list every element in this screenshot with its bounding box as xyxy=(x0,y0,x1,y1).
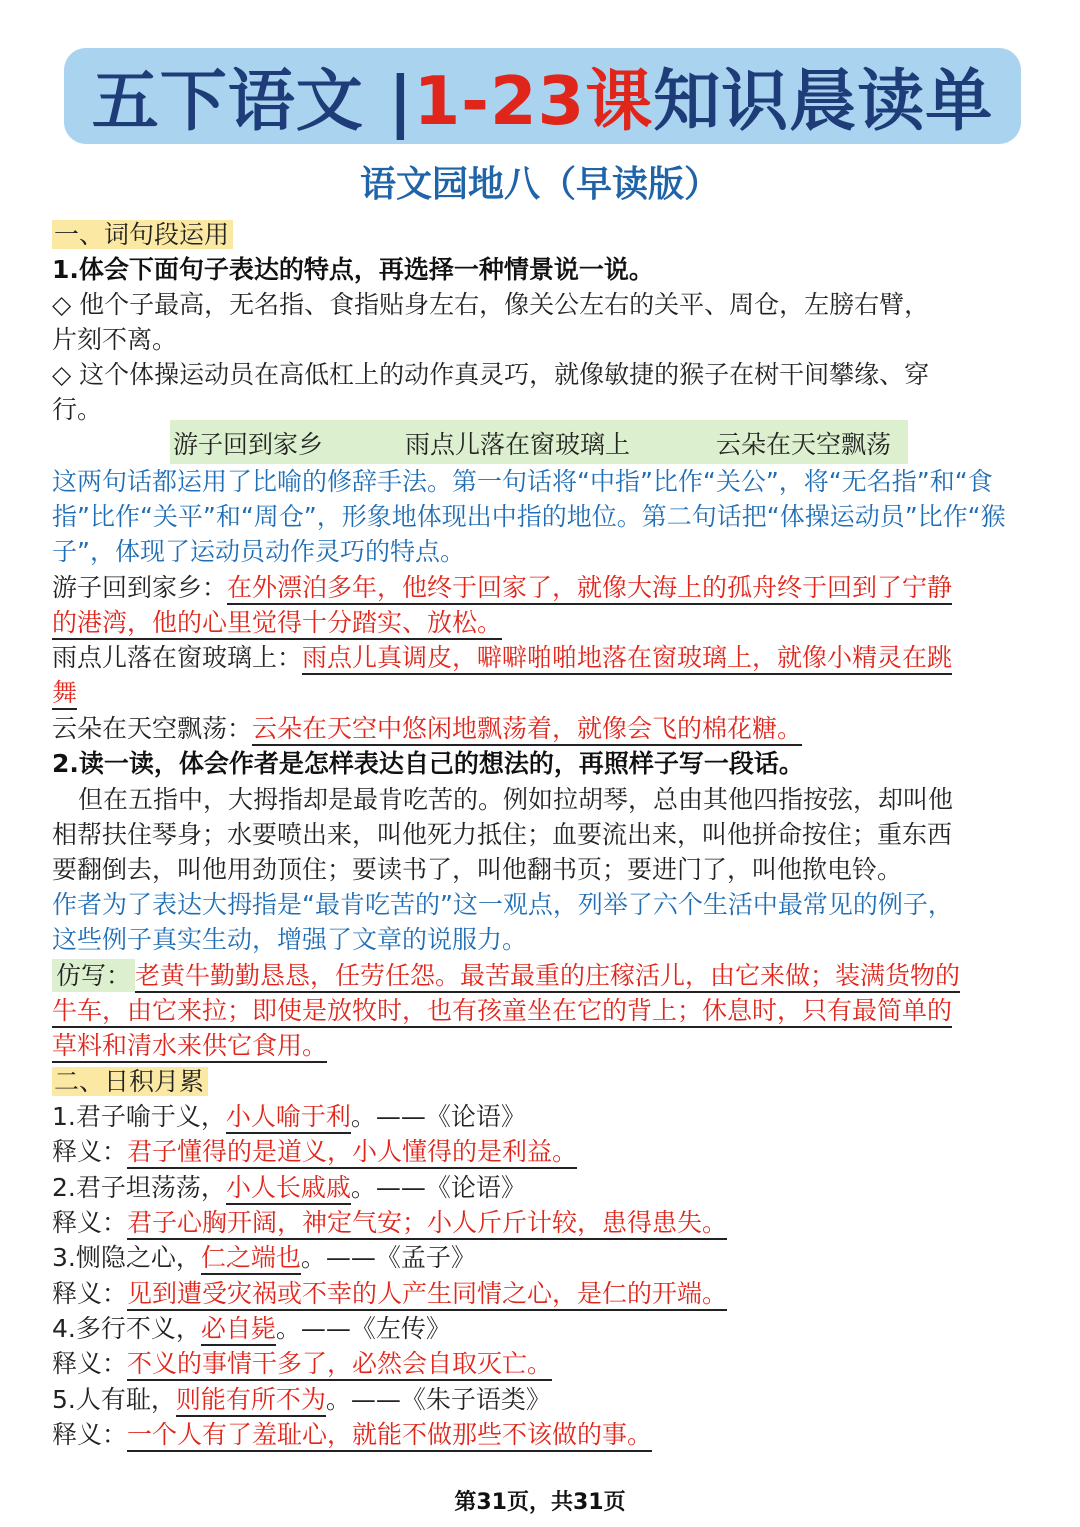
page-subtitle: 语文园地八（早读版） xyxy=(359,164,720,205)
saying-3-fill: 仁之端也 xyxy=(201,1243,301,1275)
title-banner xyxy=(64,48,1021,144)
passage-line-3: 要翻倒去，叫他用劲顶住；要读书了，叫他翻书页；要进门了，叫他揿电铃。 xyxy=(52,855,903,884)
saying-1: 1.君子喻于义，小人喻于利。——《论语》 xyxy=(52,1099,526,1134)
answer-3-line-1 xyxy=(52,711,802,746)
example-2-line-2: 行。 xyxy=(52,395,103,424)
saying-5-fill: 则能有所不为 xyxy=(176,1385,326,1417)
passage-line-1: 但在五指中，大拇指却是最肯吃苦的。例如拉胡琴，总由其他四指按弦，却叫他 xyxy=(78,785,954,814)
meaning-4: 释义：不义的事情干多了，必然会自取灭亡。 xyxy=(52,1346,568,1381)
section-heading-2: 二、日积月累 xyxy=(52,1064,208,1099)
answer-2-text: 雨点儿真调皮，噼噼啪啪地落在窗玻璃上，就像小精灵在跳 xyxy=(302,643,952,675)
saying-3: 3.恻隐之心，仁之端也。——《孟子》 xyxy=(52,1240,476,1275)
saying-2-fill: 小人长戚戚 xyxy=(226,1173,351,1205)
answer-2-line-1 xyxy=(52,640,952,675)
saying-4-fill: 必自毙 xyxy=(201,1314,276,1346)
meaning-2: 释义：君子心胸开阔，神定气安；小人斤斤计较，患得患失。 xyxy=(52,1205,743,1240)
answer-3-text: 云朵在天空中悠闲地飘荡着，就像会飞的棉花糖。 xyxy=(252,714,802,746)
meaning-3: 释义：见到遭受灾祸或不幸的人产生同情之心，是仁的开端。 xyxy=(52,1276,727,1311)
passage-line-2: 相帮扶住琴身；水要喷出来，叫他死力抵住；血要流出来，叫他拼命按住；重东西 xyxy=(52,820,953,849)
question-2-prompt: 2.读一读，体会作者是怎样表达自己的想法的，再照样子写一段话。 xyxy=(52,749,804,778)
section-heading-1: 一、词句段运用 xyxy=(52,217,233,252)
answer-3-label: 云朵在天空飘荡： xyxy=(52,714,253,743)
imitation-text: 老黄牛勤勤恳恳，任劳任怨。最苦最重的庄稼活儿，由它来做；装满货物的 xyxy=(135,961,960,993)
saying-2: 2.君子坦荡荡，小人长戚戚。——《论语》 xyxy=(52,1170,526,1205)
example-1-line-2: 片刻不离。 xyxy=(52,325,178,354)
answer-1-line-1 xyxy=(52,570,952,605)
answer-2-line-2: 舞 xyxy=(52,675,77,710)
imitation-line-3: 草料和清水来供它食用。 xyxy=(52,1028,343,1063)
saying-1-fill: 小人喻于利 xyxy=(226,1102,351,1134)
analysis-1-line-2: 指”比作“关平”和“周仓”，形象地体现出中指的地位。第二句话把“体操运动员”比作“猴 xyxy=(52,502,1006,531)
saying-4: 4.多行不义，必自毙。——《左传》 xyxy=(52,1311,451,1346)
title-lessons: 1-23课 xyxy=(413,62,654,140)
imitation-line-1 xyxy=(52,958,960,993)
meaning-5: 释义：一个人有了羞耻心，就能不做那些不该做的事。 xyxy=(52,1417,668,1452)
scene-option-3: 云朵在天空飘荡 xyxy=(716,430,892,459)
title-sheet-name: 知识晨读单 xyxy=(653,62,994,140)
page-number: 第31页，共31页 xyxy=(454,1490,626,1515)
example-2-line-1: ◇ 这个体操运动员在高低杠上的动作真灵巧，就像敏捷的猴子在树干间攀缘、穿 xyxy=(52,360,930,389)
imitation-label: 仿写： xyxy=(52,959,135,992)
analysis-2-line-2: 这些例子真实生动，增强了文章的说服力。 xyxy=(52,925,528,954)
answer-2-label: 雨点儿落在窗玻璃上： xyxy=(52,643,303,672)
example-1-line-1: ◇ 他个子最高，无名指、食指贴身左右，像关公左右的关平、周仓，左膀右臂， xyxy=(52,290,930,319)
answer-1-label: 游子回到家乡： xyxy=(52,573,228,602)
saying-5: 5.人有耻，则能有所不为。——《朱子语类》 xyxy=(52,1382,551,1417)
title-grade-subject: 五下语文 | xyxy=(91,62,414,140)
meaning-1: 释义：君子懂得的是道义，小人懂得的是利益。 xyxy=(52,1134,593,1169)
answer-1-text: 在外漂泊多年，他终于回家了，就像大海上的孤舟终于回到了宁静 xyxy=(227,573,952,605)
scene-option-2: 雨点儿落在窗玻璃上 xyxy=(405,430,631,459)
analysis-2-line-1: 作者为了表达大拇指是“最肯吃苦的”这一观点，列举了六个生活中最常见的例子， xyxy=(52,890,953,919)
imitation-line-2: 牛车，由它来拉；即使是放牧时，也有孩童坐在它的背上；休息时，只有最简单的 xyxy=(52,993,952,1028)
analysis-1-line-1: 这两句话都运用了比喻的修辞手法。第一句话将“中指”比作“关公”，将“无名指”和“食 xyxy=(52,467,993,496)
answer-1-line-2: 的港湾，他的心里觉得十分踏实、放松。 xyxy=(52,605,518,640)
analysis-1-line-3: 子”，体现了运动员动作灵巧的特点。 xyxy=(52,537,465,566)
scene-option-1: 游子回到家乡 xyxy=(173,430,324,459)
question-1-prompt: 1.体会下面句子表达的特点，再选择一种情景说一说。 xyxy=(52,255,654,284)
